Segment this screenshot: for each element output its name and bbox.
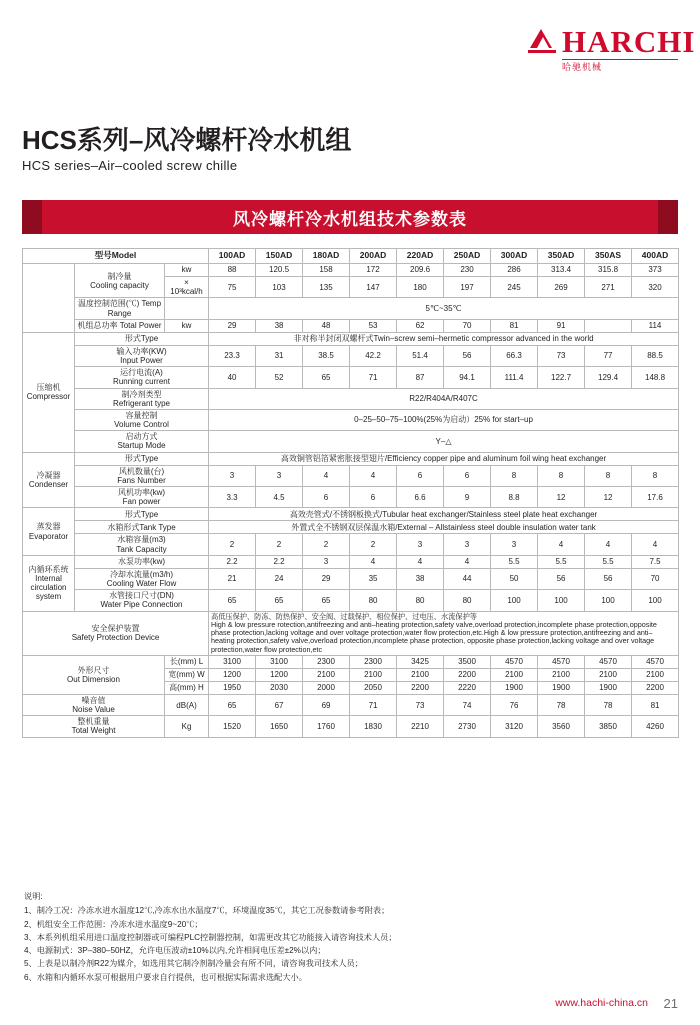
- row-value: 48: [303, 319, 350, 332]
- row-value: 129.4: [585, 367, 632, 388]
- row-value: 2100: [491, 668, 538, 681]
- table-row: [23, 319, 679, 332]
- table-row: [23, 264, 679, 277]
- row-value: 9: [444, 487, 491, 508]
- row-value: 4: [632, 534, 679, 555]
- row-value: 78: [538, 694, 585, 715]
- category-cell: 蒸发器 Evaporator: [23, 508, 75, 555]
- table-row: [23, 409, 679, 430]
- row-value: 4: [350, 465, 397, 486]
- row-value: 3425: [397, 655, 444, 668]
- row-span-value: 0–25–50–75–100%(25%为启动）25% for start–up: [209, 409, 679, 430]
- row-value: 3100: [209, 655, 256, 668]
- notes-title: 说明:: [24, 892, 43, 901]
- row-value: 81: [632, 694, 679, 715]
- row-value: 120.5: [256, 264, 303, 277]
- row-value: 2300: [303, 655, 350, 668]
- row-value: 81: [491, 319, 538, 332]
- row-value: 4: [350, 555, 397, 568]
- row-value: 6: [350, 487, 397, 508]
- table-row-weight: [23, 716, 679, 737]
- row-value: 271: [585, 277, 632, 298]
- row-unit: kw: [165, 264, 209, 277]
- model-header-350AS: 350AS: [585, 249, 632, 264]
- table-row: [23, 345, 679, 366]
- section-banner-label: 风冷螺杆冷水机组技术参数表: [233, 209, 467, 229]
- model-header-250AD: 250AD: [444, 249, 491, 264]
- row-value: 2: [256, 534, 303, 555]
- banner-right-cap: [658, 200, 678, 234]
- row-label: 水箱形式Tank Type: [75, 521, 209, 534]
- row-label: 制冷量 Cooling capacity: [75, 264, 165, 298]
- row-value: 2200: [397, 681, 444, 694]
- row-value: [585, 319, 632, 332]
- row-value: 2000: [303, 681, 350, 694]
- row-unit: [165, 298, 209, 319]
- row-value: 147: [350, 277, 397, 298]
- row-value: 4570: [491, 655, 538, 668]
- row-value: 3.3: [209, 487, 256, 508]
- row-value: 373: [632, 264, 679, 277]
- row-value: 70: [632, 568, 679, 589]
- row-value: 65: [209, 694, 256, 715]
- table-row: [23, 298, 679, 319]
- row-value: 4570: [585, 655, 632, 668]
- table-row-safety: [23, 611, 679, 655]
- row-value: 78: [585, 694, 632, 715]
- row-value: 209.6: [397, 264, 444, 277]
- row-span-value: 非对称半封闭双螺杆式Twin–screw semi–hermetic compressor advanced in the world: [209, 332, 679, 345]
- footer-page-number: 21: [663, 996, 678, 1011]
- row-value: 24: [256, 568, 303, 589]
- row-value: 2100: [585, 668, 632, 681]
- category-cell: 压缩机 Compressor: [23, 332, 75, 452]
- note-item: 3、本系列机组采用进口温度控制器或可编程PLC控制器控制，如需更改其它功能接入请咨询技术人员；: [24, 932, 397, 942]
- row-value: 88: [209, 264, 256, 277]
- row-value: 1830: [350, 716, 397, 737]
- row-value: 42.2: [350, 345, 397, 366]
- row-value: 52: [256, 367, 303, 388]
- row-value: 44: [444, 568, 491, 589]
- row-value: 2: [209, 534, 256, 555]
- row-value: 4: [538, 534, 585, 555]
- row-label: 水泵功率(kw): [75, 555, 209, 568]
- row-value: 31: [256, 345, 303, 366]
- row-value: 1200: [256, 668, 303, 681]
- row-value: 8: [538, 465, 585, 486]
- row-value: 35: [350, 568, 397, 589]
- row-value: 56: [585, 568, 632, 589]
- brand-logo: [528, 24, 696, 73]
- row-value: 2100: [632, 668, 679, 681]
- row-value: 7.5: [632, 555, 679, 568]
- row-value: 1900: [585, 681, 632, 694]
- row-value: 71: [350, 367, 397, 388]
- row-value: 4260: [632, 716, 679, 737]
- row-span-value: 高效壳管式/不锈钢板换式/Tubular heat exchanger/Stainless steel plate heat exchanger: [209, 508, 679, 521]
- row-value: 6: [303, 487, 350, 508]
- row-value: 40: [209, 367, 256, 388]
- row-value: 1900: [491, 681, 538, 694]
- row-span-value: R22/R404A/R407C: [209, 388, 679, 409]
- row-value: 5.5: [491, 555, 538, 568]
- safety-label: 安全保护装置 Safety Protection Device: [23, 611, 209, 655]
- page-title: HCS系列–风冷螺杆冷水机组: [22, 125, 352, 155]
- table-row: [23, 367, 679, 388]
- row-value: 38: [397, 568, 444, 589]
- model-header-cell: 型号Model: [23, 249, 209, 264]
- row-value: 4570: [538, 655, 585, 668]
- row-value: 2730: [444, 716, 491, 737]
- row-value: 148.8: [632, 367, 679, 388]
- row-value: 100: [585, 590, 632, 611]
- row-label: 输入功率(KW) Input Power: [75, 345, 209, 366]
- row-value: 29: [303, 568, 350, 589]
- row-value: 3: [491, 534, 538, 555]
- model-header-200AD: 200AD: [350, 249, 397, 264]
- row-value: 100: [538, 590, 585, 611]
- category-cell-blank: [23, 264, 75, 333]
- row-value: 3100: [256, 655, 303, 668]
- row-value: 3: [303, 555, 350, 568]
- row-value: 135: [303, 277, 350, 298]
- row-value: 2100: [397, 668, 444, 681]
- row-label: 水箱容量(m3) Tank Capacity: [75, 534, 209, 555]
- note-item: 5、上表是以制冷剂R22为媒介，如选用其它制冷剂制冷量会有所不同，请咨询我司技术人员；: [24, 959, 363, 969]
- row-value: 2050: [350, 681, 397, 694]
- model-header-150AD: 150AD: [256, 249, 303, 264]
- row-value: 4.5: [256, 487, 303, 508]
- table-row: [23, 332, 679, 345]
- table-row: [23, 508, 679, 521]
- row-value: 1950: [209, 681, 256, 694]
- dimension-unit: 高(mm) H: [165, 681, 209, 694]
- model-header-350AD: 350AD: [538, 249, 585, 264]
- row-value: 3120: [491, 716, 538, 737]
- row-value: 62: [397, 319, 444, 332]
- row-value: 65: [303, 590, 350, 611]
- table-header-row: [23, 249, 679, 264]
- row-span-value: 5℃~35℃: [209, 298, 679, 319]
- notes-block: [24, 890, 674, 984]
- row-value: 65: [303, 367, 350, 388]
- row-value: 111.4: [491, 367, 538, 388]
- row-value: 172: [350, 264, 397, 277]
- row-value: 1520: [209, 716, 256, 737]
- row-value: 67: [256, 694, 303, 715]
- table-row: [23, 568, 679, 589]
- row-value: 2100: [538, 668, 585, 681]
- safety-text: 高低压保护、防冻、防热保护、安全阀、过载保护、相位保护、过电压、水流保护等 High & low pressure rotection,antifreezing and anti–heating protection,safety valve,overload protection,incomplete phase protection,opposite phase protection,lacking voltage and over voltage protection,water flow protection,etc.High & low pressure protection,antifreezing and anti–heating protection,safety valve,overload protection,incomplete phase protection, opposite phase protection,lacking voltage and over voltage protection,water flow protection,etc: [209, 611, 679, 655]
- model-header-100AD: 100AD: [209, 249, 256, 264]
- row-value: 286: [491, 264, 538, 277]
- row-label: 形式Type: [75, 452, 209, 465]
- banner-left-cap: [22, 200, 42, 234]
- row-value: 53: [350, 319, 397, 332]
- row-value: 12: [538, 487, 585, 508]
- logo-divider: [562, 59, 678, 60]
- row-value: 8.8: [491, 487, 538, 508]
- note-item: 1、制冷工况：冷冻水进水温度12℃,冷冻水出水温度7℃，环境温度35℃，其它工况参数请参考附表；: [24, 906, 390, 916]
- row-value: 100: [632, 590, 679, 611]
- row-value: 5.5: [585, 555, 632, 568]
- row-value: 3: [444, 534, 491, 555]
- row-value: 4: [303, 465, 350, 486]
- row-value: 2200: [444, 668, 491, 681]
- row-value: 2030: [256, 681, 303, 694]
- row-value: 103: [256, 277, 303, 298]
- row-label: 运行电流(A) Running current: [75, 367, 209, 388]
- row-unit: kw: [165, 319, 209, 332]
- model-header-180AD: 180AD: [303, 249, 350, 264]
- row-value: 75: [209, 277, 256, 298]
- row-label: 制冷剂类型 Refrigerant type: [75, 388, 209, 409]
- row-value: 100: [491, 590, 538, 611]
- row-value: 23.3: [209, 345, 256, 366]
- table-row: [23, 555, 679, 568]
- row-value: 80: [397, 590, 444, 611]
- dimension-unit: 长(mm) L: [165, 655, 209, 668]
- row-value: 66.3: [491, 345, 538, 366]
- harchi-logo-icon: [528, 26, 558, 56]
- row-value: 2: [303, 534, 350, 555]
- row-value: 38.5: [303, 345, 350, 366]
- dimension-label: 外形尺寸 Out Dimension: [23, 655, 165, 694]
- row-span-value: 高效铜管铝箔紧密胀接型翅片/Efficiency copper pipe and aluminum foil wing heat exchanger: [209, 452, 679, 465]
- row-value: 2220: [444, 681, 491, 694]
- table-row: [23, 465, 679, 486]
- note-item: 4、电源制式：3P–380–50HZ，允许电压波动±10%以内,允许相间电压差±2%以内；: [24, 946, 326, 956]
- row-label: 启动方式 Startup Mode: [75, 431, 209, 452]
- table-row: [23, 521, 679, 534]
- footer-url[interactable]: www.hachi-china.cn: [555, 997, 648, 1009]
- table-row: [23, 534, 679, 555]
- weight-label: 整机重量 Total Weight: [23, 716, 165, 737]
- row-label: 水管接口尺寸(DN) Water Pipe Connection: [75, 590, 209, 611]
- table-row: [23, 487, 679, 508]
- model-header-300AD: 300AD: [491, 249, 538, 264]
- row-value: 315.8: [585, 264, 632, 277]
- row-value: 2300: [350, 655, 397, 668]
- row-value: 80: [444, 590, 491, 611]
- row-value: 87: [397, 367, 444, 388]
- row-value: 2.2: [256, 555, 303, 568]
- model-header-220AD: 220AD: [397, 249, 444, 264]
- row-value: 56: [538, 568, 585, 589]
- row-label: 风机功率(kw) Fan power: [75, 487, 209, 508]
- row-value: 69: [303, 694, 350, 715]
- row-value: 56: [444, 345, 491, 366]
- row-value: 65: [256, 590, 303, 611]
- row-value: 73: [538, 345, 585, 366]
- spec-table: [22, 248, 679, 738]
- row-value: 73: [397, 694, 444, 715]
- row-span-value: Y–△: [209, 431, 679, 452]
- row-value: 3850: [585, 716, 632, 737]
- row-value: 74: [444, 694, 491, 715]
- page-subtitle: HCS series–Air–cooled screw chille: [22, 158, 238, 173]
- row-value: 158: [303, 264, 350, 277]
- row-value: 2200: [632, 681, 679, 694]
- row-value: 180: [397, 277, 444, 298]
- row-value: 5.5: [538, 555, 585, 568]
- row-value: 4: [585, 534, 632, 555]
- row-value: 313.4: [538, 264, 585, 277]
- row-value: 88.5: [632, 345, 679, 366]
- row-value: 6: [397, 465, 444, 486]
- row-value: 197: [444, 277, 491, 298]
- row-value: 3560: [538, 716, 585, 737]
- row-value: 3: [397, 534, 444, 555]
- row-value: 1760: [303, 716, 350, 737]
- row-value: 4: [444, 555, 491, 568]
- row-value: 50: [491, 568, 538, 589]
- row-label: 风机数量(台) Fans Number: [75, 465, 209, 486]
- dimension-unit: 宽(mm) W: [165, 668, 209, 681]
- row-value: 3: [256, 465, 303, 486]
- model-header-400AD: 400AD: [632, 249, 679, 264]
- table-row: [23, 388, 679, 409]
- row-label: 容量控制 Volume Control: [75, 409, 209, 430]
- category-cell: 内循环系统 Internal circulation system: [23, 555, 75, 611]
- row-value: 269: [538, 277, 585, 298]
- row-value: 17.6: [632, 487, 679, 508]
- section-banner: [22, 200, 678, 234]
- category-cell: 冷凝器 Condenser: [23, 452, 75, 508]
- noise-unit: dB(A): [165, 694, 209, 715]
- note-item: 6、水箱和内循环水泵可根据用户要求自行提供，也可根据实际需求选配大小。: [24, 972, 307, 982]
- row-span-value: 外置式全不锈钢双层保温水箱/External – Allstainless steel double insulation water tank: [209, 521, 679, 534]
- row-value: 8: [585, 465, 632, 486]
- table-row: [23, 452, 679, 465]
- row-value: 29: [209, 319, 256, 332]
- brand-sub: 哈驰机械: [562, 62, 603, 72]
- row-value: 245: [491, 277, 538, 298]
- row-value: 2100: [350, 668, 397, 681]
- row-value: 8: [632, 465, 679, 486]
- row-value: 21: [209, 568, 256, 589]
- row-label: 温度控制范围(℃) Temp Range: [75, 298, 165, 319]
- row-label: 冷却水流量(m3/h) Cooling Water Flow: [75, 568, 209, 589]
- table-row: [23, 590, 679, 611]
- row-value: 71: [350, 694, 397, 715]
- row-value: 77: [585, 345, 632, 366]
- row-value: 3: [209, 465, 256, 486]
- row-value: 2210: [397, 716, 444, 737]
- row-value: 94.1: [444, 367, 491, 388]
- row-value: 1200: [209, 668, 256, 681]
- table-row-dimension: [23, 655, 679, 668]
- table-row-noise: [23, 694, 679, 715]
- row-value: 1900: [538, 681, 585, 694]
- brand-name: HARCHI: [562, 24, 696, 59]
- row-unit: × 10³kcal/h: [165, 277, 209, 298]
- row-value: 38: [256, 319, 303, 332]
- row-value: 12: [585, 487, 632, 508]
- row-value: 122.7: [538, 367, 585, 388]
- row-value: 76: [491, 694, 538, 715]
- row-value: 2: [350, 534, 397, 555]
- row-value: 4: [397, 555, 444, 568]
- row-value: 2.2: [209, 555, 256, 568]
- row-label: 形式Type: [75, 508, 209, 521]
- row-value: 4570: [632, 655, 679, 668]
- row-value: 6: [444, 465, 491, 486]
- notes-list: [24, 904, 674, 984]
- row-value: 51.4: [397, 345, 444, 366]
- row-value: 320: [632, 277, 679, 298]
- row-value: 114: [632, 319, 679, 332]
- note-item: 2、机组安全工作范围：冷冻水进水温度9~20℃；: [24, 919, 203, 929]
- row-label: 机组总功率 Total Power: [75, 319, 165, 332]
- weight-unit: Kg: [165, 716, 209, 737]
- row-value: 2100: [303, 668, 350, 681]
- row-value: 6.6: [397, 487, 444, 508]
- row-value: 70: [444, 319, 491, 332]
- noise-label: 噪音值 Noise Value: [23, 694, 165, 715]
- row-label: 形式Type: [75, 332, 209, 345]
- spec-table-body: [23, 249, 679, 738]
- row-value: 8: [491, 465, 538, 486]
- row-value: 80: [350, 590, 397, 611]
- table-row: [23, 431, 679, 452]
- row-value: 65: [209, 590, 256, 611]
- row-value: 1650: [256, 716, 303, 737]
- row-value: 3500: [444, 655, 491, 668]
- row-value: 91: [538, 319, 585, 332]
- row-value: 230: [444, 264, 491, 277]
